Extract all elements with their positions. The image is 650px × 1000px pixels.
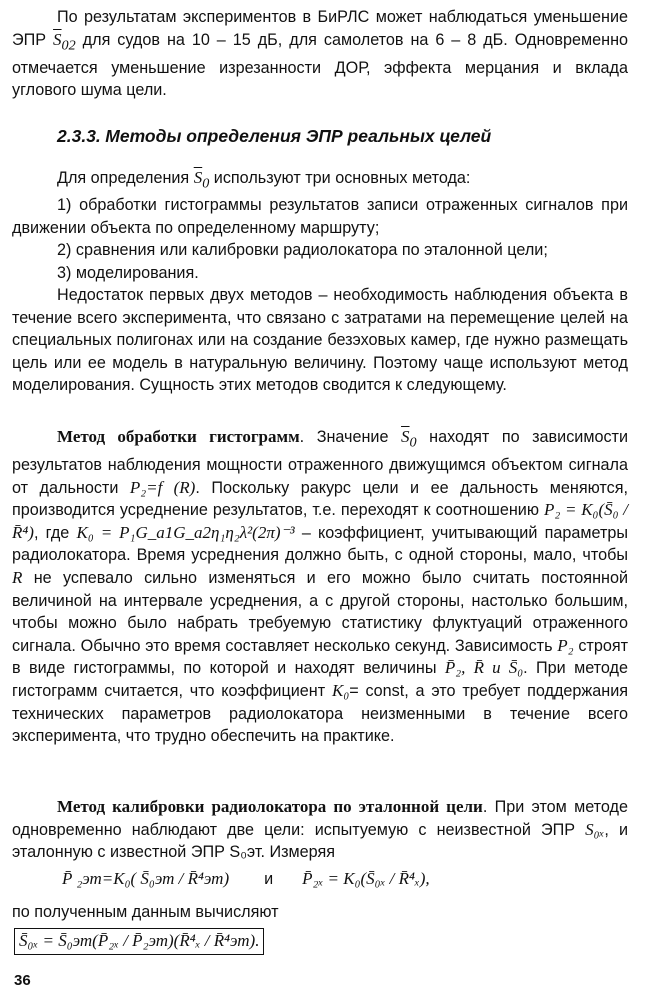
drawback-paragraph: Недостаток первых двух методов – необходимость наблюдения объекта в течение всего эксперимента, что связано с затратами на перемещение целей на специальных полигонах или на создание безэховых камер, где нужно размещать цель или ее модель в натуральную величину. Поэтому чаще используют метод моделирования. Сущность этих методов сводится к следующему. xyxy=(12,286,628,395)
s02-subscript: 02 xyxy=(61,36,76,53)
formula-p2-f-r: P₂=f (R) xyxy=(129,477,196,497)
equation-p2-etalon: P̄ ₂эт=K₀( S̄₀эт / R̄⁴эт) xyxy=(62,869,230,888)
list-item: 2) сравнения или калибровки радиолокатора по эталонной цели; xyxy=(57,241,548,260)
calibration-method-title: Метод калибровки радиолокатора по эталонной цели xyxy=(57,797,483,816)
list-item: 3) моделирования. xyxy=(57,263,199,282)
intro-text-2: уменьшение ЭПР xyxy=(12,8,628,49)
methods-list xyxy=(12,194,628,284)
s02-symbol: $\overline{S}$ xyxy=(53,29,62,49)
result-formula-box xyxy=(14,928,414,955)
section-title: Методы определения ЭПР реальных целей xyxy=(105,126,492,146)
methods-intro: Для определения $\overline{S}_0$ используют три основных метода: xyxy=(57,168,471,192)
intro-text-3: для судов на 10 – 15 дБ, для самолетов на 6 – 8 дБ. xyxy=(82,30,508,49)
page-number: 36 xyxy=(14,972,31,989)
s0-symbol: $\overline{S}$ xyxy=(193,168,203,187)
histogram-method-paragraph: Метод обработки гистограмм. Значение $\overline{S}_0$ находят по зависимости результатов наблюдения мощности отраженного движущимся объектом сигнала от дальности P₂=f (R). Поскольку ракурс цели и ее дальность меняются, производится усреднение результатов, т.е. переходят к соотношению P₂ = K₀(S̄₀ / R̄⁴), где K₀ = P₁G_a1G_a2η₁η₂λ²(2π)⁻³ – коэффициент, учитывающий параметры радиолокатора. Время усреднения должно быть, с одной стороны, мало, чтобы R не успевало сильно изменяться и его можно было считать постоянной величиной на интервале усреднения, а с другой стороны, настолько большим, чтобы можно было набрать требуемую статистику флуктуаций отраженного сигнала. Обычно это время составляет несколько секунд. Зависимость P₂ строят в виде гистограммы, по которой и находят величины P̄₂, R̄ и S̄₀. При методе гистограмм считается, что коэффициент K₀= const, а это требует поддержания технических параметров радиолокатора неизменными в течение всего эксперимента, что трудно обеспечить на практике. xyxy=(12,427,629,746)
calibration-method-paragraph: Метод калибровки радиолокатора по эталонной цели. При этом методе одновременно наблюдают две цели: испытуемую с неизвестной ЭПР S₀ₓ, и эталонную с известной ЭПР S₀эт. Измеряя xyxy=(12,797,629,862)
histogram-method-title: Метод обработки гистограмм xyxy=(57,427,300,446)
section-heading xyxy=(57,125,637,149)
result-formula: S̄₀ₓ = S̄₀эт(P̄₂ₓ / P̄₂эт)(R̄⁴ₓ / R̄⁴эт). xyxy=(14,928,264,955)
intro-text-1: По результатам экспериментов в БиРЛС может наблюдаться xyxy=(57,8,528,26)
calibration-equations: P̄ ₂эт=K₀( S̄₀эт / R̄⁴эт) и P̄₂ₓ = K₀(S̄₀ₓ / R̄⁴ₓ), xyxy=(62,869,430,888)
formula-k0: K₀ = P₁G_a1G_a2η₁η₂λ²(2π)⁻³ xyxy=(76,522,295,542)
list-item: 1) обработки гистограммы результатов записи отраженных сигналов при движении объекта по определенному маршруту; xyxy=(12,196,628,237)
section-number: 2.3.3. xyxy=(57,126,101,146)
equation-p2-x: P̄₂ₓ = K₀(S̄₀ₓ / R̄⁴ₓ), xyxy=(302,869,430,888)
formula-values: P̄₂, R̄ и S̄₀ xyxy=(444,658,524,678)
intro-paragraph xyxy=(12,6,628,102)
formula-p2: P₂ = K₀(S̄₀ / R̄⁴) xyxy=(12,500,628,542)
calibration-followup: по полученным данным вычисляют xyxy=(12,903,279,921)
intro-text-4: Одновременно отмечается уменьшение изрезанности ДОР, эффекта мерцания и вклада углового шума цели. xyxy=(12,30,629,100)
